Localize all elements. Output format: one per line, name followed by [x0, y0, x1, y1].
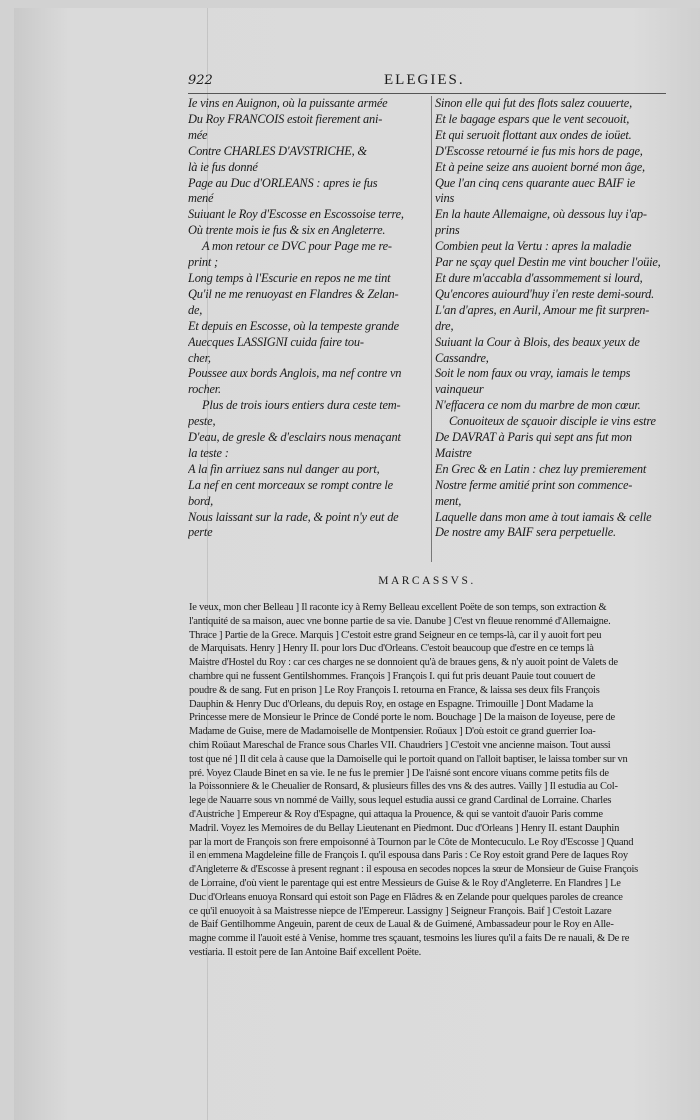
verse-line: Contre CHARLES D'AVSTRICHE, & [188, 143, 367, 158]
verse-line: Soit le nom faux ou vray, iamais le temps [435, 366, 631, 381]
commentary-line: Duc d'Orleans enuoya Ronsard qui estoit son Page en Flãdres & en Zelande pour quelques paroles de creance [189, 891, 623, 903]
verse-line: Combien peut la Vertu : apres la maladie [435, 239, 632, 254]
verse-line: Nostre ferme amitié print son commence- [435, 477, 633, 492]
commentary-line: Thrace ] Partie de la Grece. Marquis ] C'estoit estre grand Seigneur en ce temps-là, car il y auoit fort peu [189, 629, 602, 641]
verse-line: Maistre [435, 445, 472, 460]
verse-line: D'eau, de gresle & d'esclairs nous menaçant [188, 430, 401, 445]
commentary-line: la Poissonniere & le Cheualier de Ronsard, & plusieurs filles des vns & des autres. Vailly ] Il estudia au Col- [189, 781, 618, 793]
verse-line: De nostre amy BAIF sera perpetuelle. [435, 525, 616, 540]
verse-line: Où trente mois ie fus & six en Angleterre. [188, 223, 386, 238]
verse-line: mée [188, 127, 208, 142]
verse-line: de, [188, 302, 203, 317]
verse-line: Et dure m'accabla d'assommement si lourd, [435, 270, 643, 285]
commentary-line: Dauphin & Henry Duc d'Orleans, du depuis Roy, en ostage en Espagne. Trimouille ] Dont Madame la [189, 698, 594, 710]
verse-line: Page au Duc d'ORLEANS : apres ie fus [188, 175, 378, 190]
verse-line: Nous laissant sur la rade, & point n'y eut de [188, 509, 399, 524]
verse-line: Et le bagage espars que le vent secouoit, [435, 111, 630, 126]
verse-line: D'Escosse retourné ie fus mis hors de page, [435, 143, 643, 158]
commentary-block [189, 601, 669, 960]
verse-line: Cassandre, [435, 350, 489, 365]
verse-line: A mon retour ce DVC pour Page me re- [202, 239, 392, 254]
verse-line: En la haute Allemaigne, où dessous luy i'ap- [435, 207, 647, 222]
column-divider [431, 96, 432, 562]
verse-line: Suiuant la Cour à Blois, des beaux yeux de [435, 334, 640, 349]
commentary-line: Madame de Guise, mere de Madamoiselle de Montpensier. Roüaux ] D'où estoit ce grand guerrier Ioa- [189, 726, 596, 738]
verse-line: N'effacera ce nom du marbre de mon cœur. [435, 398, 641, 413]
verse-line: Qu'encores auiourd'huy i'en reste demi-sourd. [435, 286, 655, 301]
commentary-line: Ie veux, mon cher Belleau ] Il raconte icy à Remy Belleau excellent Poëte de son temps, son extraction & [189, 602, 607, 613]
commentary-line: il en emmena Magdeleine fille de François I. qu'il espousa dans Paris : Ce Roy estoit grand Pere de Iaques Roy [189, 850, 628, 862]
commentary-line: tost que né ] Il dit cela à cause que la Damoiselle qui le portoit quand on l'alloit baptiser, le laissa tomber sur vn [189, 753, 628, 765]
verse-line: Laquelle dans mon ame à tout iamais & celle [435, 509, 652, 524]
verse-line: Que l'an cinq cens quarante auec BAIF ie [435, 175, 636, 190]
page-number: 922 [188, 73, 213, 88]
verse-line: La nef en cent morceaux se rompt contre le [188, 477, 393, 492]
commentary-line: l'antiquité de sa maison, auec vne bonne partie de sa vie. Danube ] C'est vn fleuue renommé d'Allemaigne. [189, 615, 611, 627]
verse-line: Qu'il ne me renuoyast en Flandres & Zelan- [188, 286, 399, 301]
verse-line: L'an d'apres, en Auril, Amour me fit surpren- [435, 302, 650, 317]
verse-line: Et à peine seize ans auoient borné mon âge, [435, 159, 645, 174]
verse-line: dre, [435, 318, 454, 333]
verse-line: vins [435, 191, 455, 206]
verse-line: Plus de trois iours entiers dura ceste tem- [202, 398, 401, 413]
verse-column-right [435, 96, 667, 541]
page-header [188, 73, 666, 94]
verse-line: Sinon elle qui fut des flots salez couuerte, [435, 96, 632, 110]
commentary-line: d'Austriche ] Empereur & Roy d'Espagne, qui attaqua la Prouence, & qui se vantoit d'auoir Paris comme [189, 808, 603, 820]
verse-line: rocher. [188, 382, 221, 397]
verse-line: En Grec & en Latin : chez luy premierement [435, 461, 647, 476]
running-title: ELEGIES. [384, 72, 465, 88]
verse-line: là ie fus donné [188, 159, 258, 174]
verse-line: perte [188, 525, 213, 540]
verse-line: ment, [435, 493, 462, 508]
verse-line: Et depuis en Escosse, où la tempeste grande [188, 318, 399, 333]
verse-line: prins [435, 223, 460, 238]
commentary-line: par la mort de François son frere empoisonné à Tournon par le Côte de Montecuculo. Le Roy d'Escosse ] Quand [189, 836, 634, 848]
commentary-line: poudre & de sang. Fut en prison ] Le Roy François I. retourna en France, & laissa ses deux fils François [189, 684, 600, 696]
verse-line: vainqueur [435, 382, 484, 397]
verse-line: mené [188, 191, 214, 206]
verse-line: print ; [188, 255, 218, 270]
commentary-line: chim Roüaut Mareschal de France sous Charles VII. Chaudriers ] C'estoit vne ancienne maison. Tout aussi [189, 739, 611, 751]
verse-line: Auecques LASSIGNI cuida faire tou- [188, 334, 364, 349]
commentary-line: Madril. Voyez les Memoires de du Bellay Lieutenant en Piedmont. Duc d'Orleans ] Henry II. estant Dauphin [189, 822, 620, 834]
commentary-line: Maistre d'Hostel du Roy : car ces charges ne se donnoient qu'à de braues gens, & n'y auoit point de Valets de [189, 657, 618, 669]
commentary-line: magne comme il l'auoit esté à Venise, homme tres sçauant, tesmoins les liures qu'il a faits De re nauali, & De re [189, 933, 630, 945]
verse-line: De DAVRAT à Paris qui sept ans fut mon [435, 430, 632, 445]
commentary-line: chambre qui ne fussent Gentilshommes. François ] François I. qui fut pris deuant Pauie tout couuert de [189, 670, 596, 682]
verse-line: la teste : [188, 445, 229, 460]
verse-line: Poussee aux bords Anglois, ma nef contre vn [188, 366, 402, 381]
verse-line: Conuoiteux de sçauoir disciple ie vins estre [449, 414, 656, 429]
verse-line: Suiuant le Roy d'Escosse en Escossoise terre, [188, 207, 404, 222]
commentary-line: de Marquisats. Henry ] Henry II. pour lors Duc d'Orleans. C'estoit beaucoup que d'estre en ce temps là [189, 643, 594, 655]
commentary-line: d'Angleterre & d'Escosse à present regnant : il espousa en secodes nopces la sœur de Monsieur de Guise François [189, 864, 638, 876]
verse-column-left [188, 96, 428, 541]
verse-line: Par ne sçay quel Destin me vint boucher l'oüie, [435, 255, 661, 270]
commentary-line: de Lorraine, d'où vient le parentage qui est entre Messieurs de Guise & le Roy d'Angleterre. En Flandres ] Le [189, 877, 621, 889]
verse-line: Long temps à l'Escurie en repos ne me tint [188, 270, 391, 285]
verse-line: Ie vins en Auignon, où la puissante armée [188, 96, 388, 110]
verse-line: A la fin arriuez sans nul danger au port, [188, 461, 380, 476]
commentary-line: pré. Voyez Claude Binet en sa vie. Ie ne fus le premier ] De l'aisné sont encore viuans comme petits fils de [189, 767, 609, 779]
commentary-line: lege de Nauarre sous vn nommé de Vailly, sous lequel estudia aussi ce grand Cardinal de Lorraine. Charles [189, 795, 612, 807]
commentary-line: ce qu'il enuoyoit à sa Maistresse niepce de l'Empereur. Lassigny ] Seigneur François. Baif ] C'estoit Lazare [189, 905, 612, 917]
verse-line: bord, [188, 493, 214, 508]
verse-line: cher, [188, 350, 211, 365]
verse-line: Du Roy FRANCOIS estoit fierement ani- [188, 111, 383, 126]
verse-line: Et qui seruoit flottant aux ondes de ioüet. [435, 127, 632, 142]
commentary-line: Princesse mere de Monsieur le Prince de Condé porte le nom. Bouchage ] De la maison de Ioyeuse, pere de [189, 712, 615, 724]
verse-line: peste, [188, 414, 216, 429]
commentary-line: de Baif Gentilhomme Angeuin, parent de ceux de Laual & de Guimené, Ambassadeur pour le Roy en Alle- [189, 919, 614, 931]
commentary-title: MARCASSVS. [378, 575, 476, 587]
commentary-line: vestiaria. Il estoit pere de Ian Antoine Baif excellent Poëte. [189, 946, 422, 958]
